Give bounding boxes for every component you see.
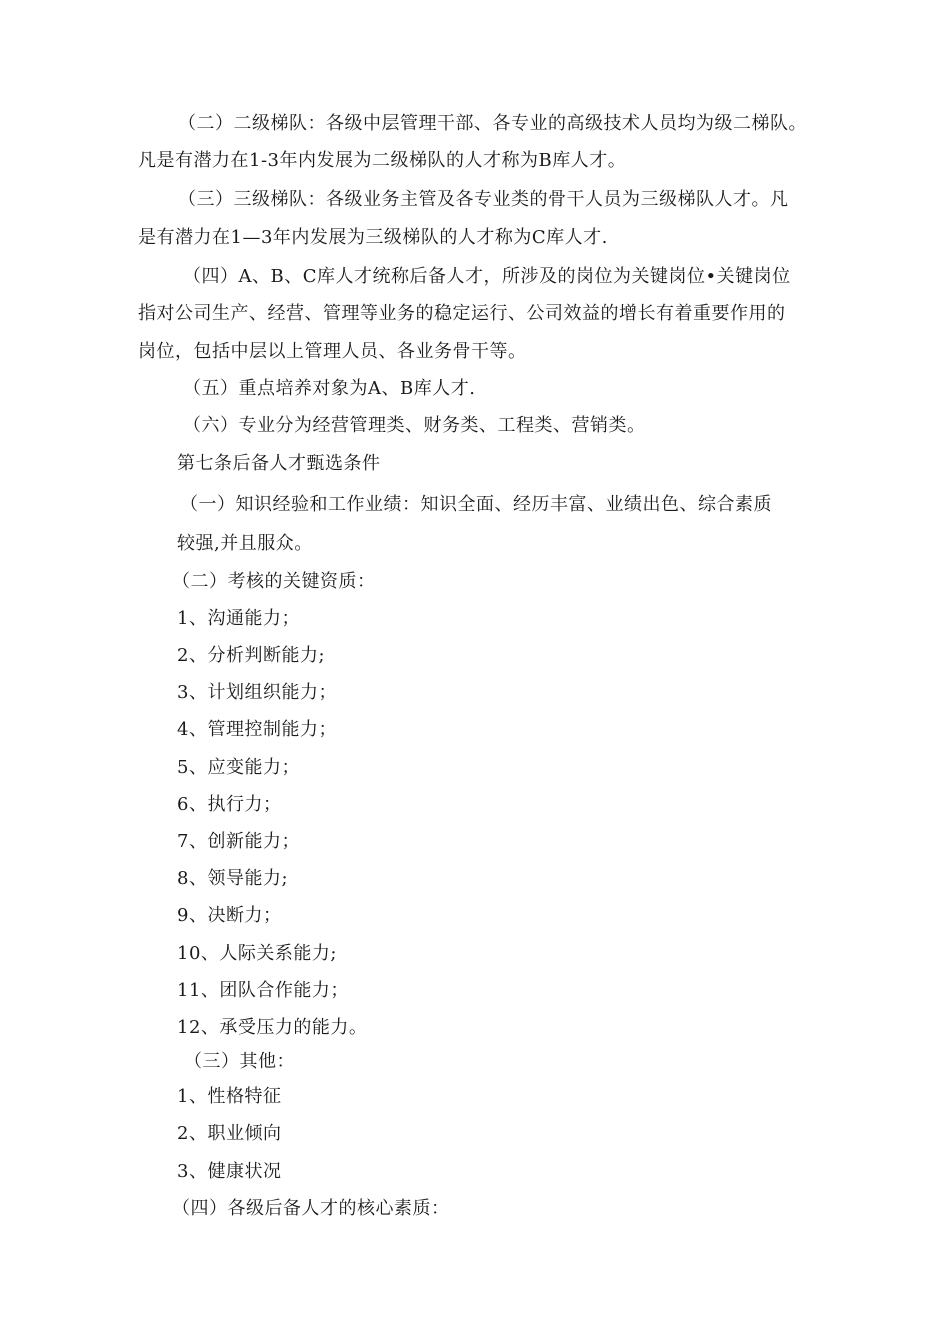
paragraph-line: （五）重点培养对象为A、B库人才. <box>183 378 476 399</box>
list-item: 3、健康状况 <box>177 1161 282 1182</box>
list-item: 10、人际关系能力; <box>177 943 337 964</box>
list-item: 1、沟通能力； <box>177 608 300 629</box>
list-item: 1、性格特征 <box>177 1086 282 1107</box>
list-item: 3、计划组织能力； <box>177 682 337 703</box>
paragraph-line: （六）专业分为经营管理类、财务类、工程类、营销类。 <box>183 415 646 436</box>
list-item: 11、团队合作能力； <box>177 980 349 1001</box>
subsection-heading: （三）其他： <box>184 1051 295 1072</box>
list-item: 9、决断力； <box>177 905 282 926</box>
subsection-heading: （四）各级后备人才的核心素质： <box>172 1198 450 1219</box>
paragraph-line: 岗位，包括中层以上管理人员、各业务骨干等。 <box>138 341 527 362</box>
list-item: 6、执行力； <box>177 794 282 815</box>
paragraph-line: （三）三级梯队：各级业务主管及各专业类的骨干人员为三级梯队人才。凡 <box>178 189 789 210</box>
paragraph-line: 凡是有潜力在1-3年内发展为二级梯队的人才称为B库人才。 <box>138 150 627 171</box>
paragraph-line: 较强,并且服众。 <box>177 533 313 554</box>
paragraph-line: 是有潜力在1—3年内发展为三级梯队的人才称为C库人才. <box>138 227 608 248</box>
paragraph-line: （一）知识经验和工作业绩：知识全面、经历丰富、业绩出色、综合素质 <box>180 494 772 515</box>
list-item: 12、承受压力的能力。 <box>177 1017 368 1038</box>
paragraph-line: （二）二级梯队：各级中层管理干部、各专业的高级技术人员均为级二梯队。 <box>178 113 807 134</box>
section-heading: 第七条后备人才甄选条件 <box>177 453 381 474</box>
list-item: 2、分析判断能力; <box>177 645 326 666</box>
list-item: 5、应变能力； <box>177 757 300 778</box>
subsection-heading: （二）考核的关键资质： <box>172 571 376 592</box>
list-item: 2、职业倾向 <box>177 1123 282 1144</box>
list-item: 7、创新能力； <box>177 831 300 852</box>
paragraph-line: （四）A、B、C库人才统称后备人才，所涉及的岗位为关键岗位•关键岗位 <box>183 266 791 287</box>
list-item: 8、领导能力; <box>177 868 289 889</box>
list-item: 4、管理控制能力； <box>177 719 337 740</box>
paragraph-line: 指对公司生产、经营、管理等业务的稳定运行、公司效益的增长有着重要作用的 <box>138 303 786 324</box>
